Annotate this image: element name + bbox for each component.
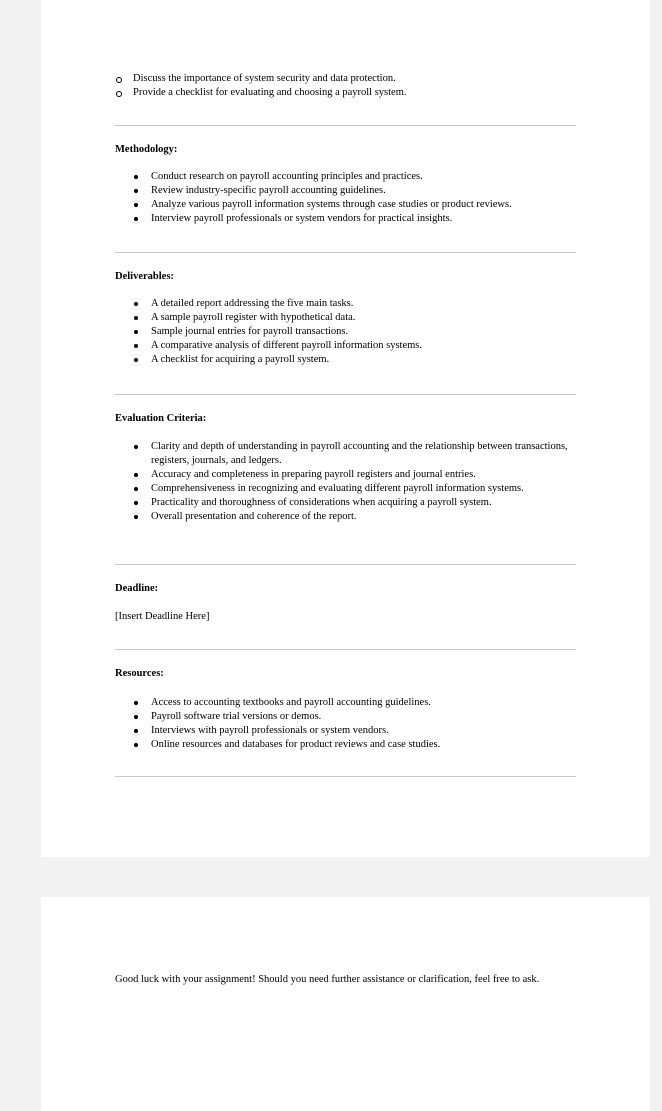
list-item: Analyze various payroll information systems through case studies or product reviews. <box>115 198 576 212</box>
section-divider <box>115 564 576 565</box>
list-item: A checklist for acquiring a payroll system. <box>115 353 576 367</box>
section-divider <box>115 125 576 126</box>
section-divider <box>115 394 576 395</box>
section-divider <box>115 776 576 777</box>
resources-heading: Resources: <box>115 668 164 679</box>
list-item: A comparative analysis of different payroll information systems. <box>115 339 576 353</box>
resources-list <box>115 696 576 752</box>
deadline-text: [Insert Deadline Here] <box>115 611 210 622</box>
list-item: Discuss the importance of system security and data protection. <box>115 72 576 86</box>
deliverables-list <box>115 297 576 367</box>
list-item: Accuracy and completeness in preparing payroll registers and journal entries. <box>115 468 576 482</box>
list-item: Interview payroll professionals or system vendors for practical insights. <box>115 212 576 226</box>
list-item: Clarity and depth of understanding in payroll accounting and the relationship between transactions, registers, journals, and ledgers. <box>115 440 576 468</box>
section-divider <box>115 649 576 650</box>
evaluation-list <box>115 440 576 524</box>
list-item: Provide a checklist for evaluating and choosing a payroll system. <box>115 86 576 100</box>
sublist <box>115 72 576 100</box>
list-item: Practicality and thoroughness of considerations when acquiring a payroll system. <box>115 496 576 510</box>
document-page-2 <box>41 897 650 1111</box>
list-item: Online resources and databases for product reviews and case studies. <box>115 738 576 752</box>
evaluation-heading: Evaluation Criteria: <box>115 413 207 424</box>
list-item: Interviews with payroll professionals or system vendors. <box>115 724 576 738</box>
list-item: Conduct research on payroll accounting principles and practices. <box>115 170 576 184</box>
list-item: Overall presentation and coherence of the report. <box>115 510 576 524</box>
deadline-heading: Deadline: <box>115 583 159 594</box>
section-divider <box>115 252 576 253</box>
deliverables-heading: Deliverables: <box>115 271 174 282</box>
list-item: Comprehensiveness in recognizing and evaluating different payroll information systems. <box>115 482 576 496</box>
list-item: Sample journal entries for payroll transactions. <box>115 325 576 339</box>
closing-paragraph: Good luck with your assignment! Should you need further assistance or clarification, feel free to ask. <box>115 974 540 985</box>
list-item: A sample payroll register with hypothetical data. <box>115 311 576 325</box>
methodology-list <box>115 170 576 226</box>
list-item: Review industry-specific payroll accounting guidelines. <box>115 184 576 198</box>
methodology-heading: Methodology: <box>115 144 178 155</box>
list-item: Access to accounting textbooks and payroll accounting guidelines. <box>115 696 576 710</box>
list-item: Payroll software trial versions or demos. <box>115 710 576 724</box>
document-page-1 <box>41 0 650 857</box>
list-item: A detailed report addressing the five main tasks. <box>115 297 576 311</box>
